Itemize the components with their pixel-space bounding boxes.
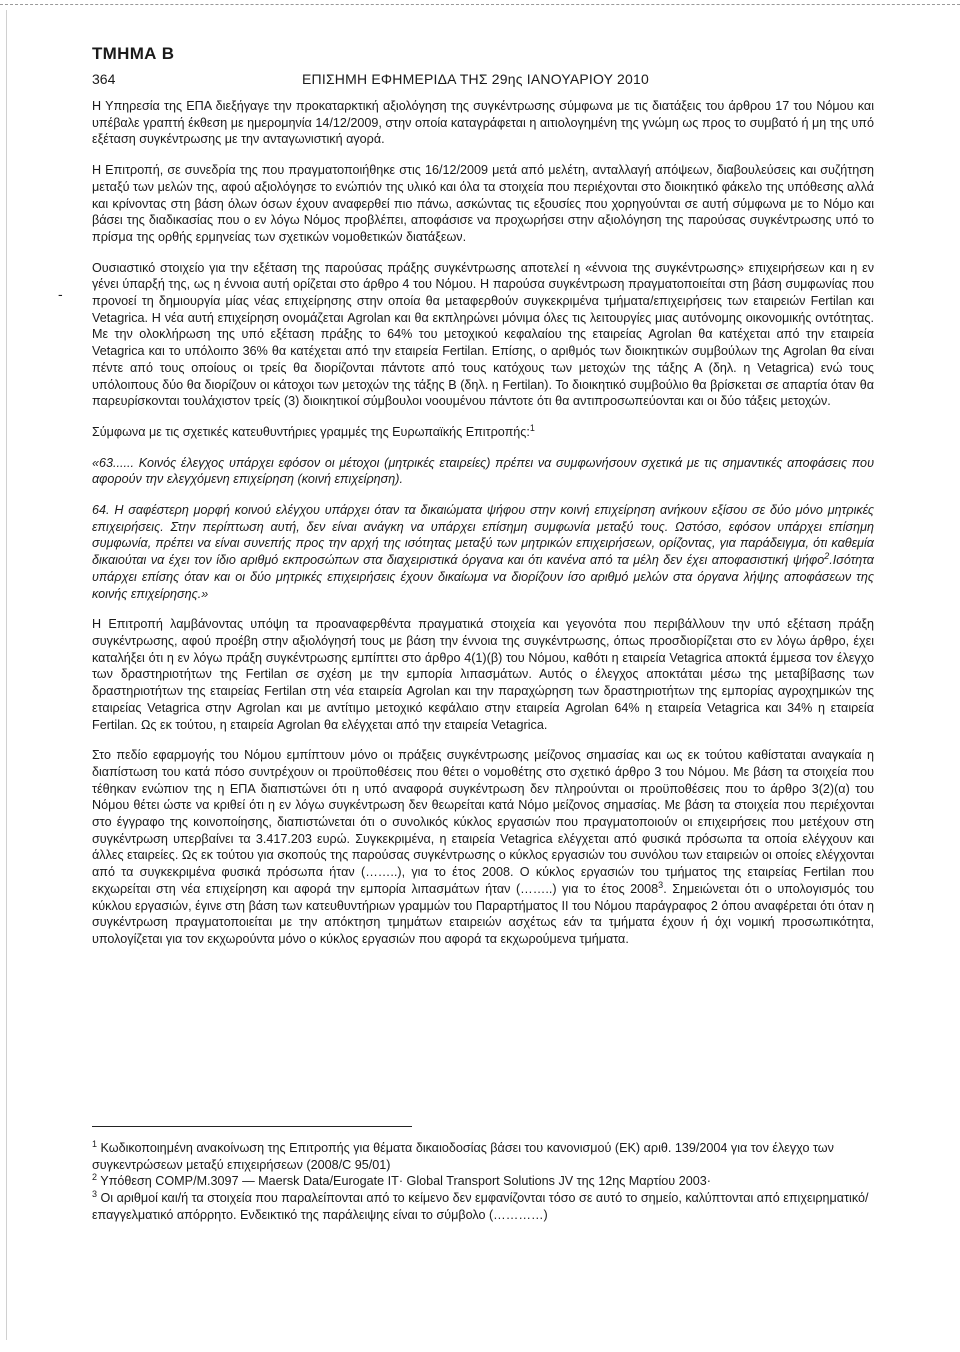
gazette-header: ΕΠΙΣΗΜΗ ΕΦΗΜΕΡΙΔΑ ΤΗΣ 29ης ΙΑΝΟΥΑΡΙΟΥ 2010: [302, 71, 649, 87]
paragraph-commission-session: Η Επιτροπή, σε συνεδρία της που πραγματοποιήθηκε στις 16/12/2009 μετά από μελέτη, ανταλλαγή απόψεων, διαβουλεύσεις και συζήτηση μεταξύ των μελών της, αφού αξιολόγησε το ενώπιόν της υλικό και όλα τα στοιχεία που περιέχονται στο διοικητικό φάκελο της υπόθεσης αλλά και κρίνοντας στη βάση όλων όσων έχουν αναφερθεί πιο πάνω, ασκώντας τις εξουσίες που χορηγούνται σε αυτή σύμφωνα με το Νόμο και βάσει της διαδικασίας που ο εν λόγω Νόμος προβλέπει, αποφάσισε να προχωρήσει στην αξιολόγηση της παρούσας συγκέντρωσης υπό το πρίσμα της ορθής ερμηνείας των σχετικών νομοθετικών διατάξεων.: [92, 163, 874, 244]
paragraph-guidelines-intro: Σύμφωνα με τις σχετικές κατευθυντήριες γραμμές της Ευρωπαϊκής Επιτροπής:$^1$: [92, 422, 535, 439]
paragraph-preliminary-assessment: Η Υπηρεσία της ΕΠΑ διεξήγαγε την προκαταρκτική αξιολόγηση της συγκέντρωσης σύμφωνα με τις διατάξεις του άρθρου 17 του Νόμου και υπέβαλε γραπτή έκθεση με ημερομηνία 14/12/2009, στην οποία καταγράφεται η αιτιολογημένη της γνώμη ως προς το συμβατό ή μη της υπό εξέταση συγκέντρωσης με την ανταγωνιστική αγορά.: [92, 99, 874, 147]
quote-paragraph-63: «63...... Κοινός έλεγχος υπάρχει εφόσον οι μέτοχοι (μητρικές εταιρείες) πρέπει να συμφωνήσουν σχετικά με τις σημαντικές αποφάσεις που αφορούν την ελεγχόμενη επιχείρηση (κοινή επιχείρηση).: [92, 455, 874, 487]
footnote-ref-1: 1: [529, 422, 535, 433]
section-title: ΤΜΗΜΑ Β: [92, 44, 175, 63]
body-text: [92, 98, 874, 948]
footnote-3: $^3$ Οι αριθμοί και/ή τα στοιχεία που παραλείπονται από το κείμενο δεν εμφανίζονται τόσο σε αυτό το σημείο, καλύπτονται από επιχειρηματικό/επαγγελματικό απόρρητο. Ενδεικτικό της παράλειψης είναι το σύμβολο (…………): [92, 1188, 869, 1222]
page-number: 364: [92, 71, 116, 87]
top-scan-border: [0, 4, 960, 5]
footnote-divider: [92, 1126, 412, 1127]
footnote-1: $^1$ Κωδικοποιημένη ανακοίνωση της Επιτροπής για θέματα δικαιοδοσίας βάσει του κανονισμού (ΕΚ) αριθ. 139/2004 για τον έλεγχο των συγκεντρώσεων μεταξύ επιχειρήσεων (2008/C 95/01): [92, 1138, 834, 1172]
footnote-ref-3: 3: [658, 879, 664, 890]
footnotes: [92, 1140, 874, 1224]
paragraph-turnover: Στο πεδίο εφαρμογής του Νόμου εμπίπτουν μόνο οι πράξεις συγκέντρωσης μείζονος σημασίας και ως εκ τούτου καθίσταται αναγκαία η διαπίστωση του κατά πόσο συντρέχουν οι προϋποθέσεις που θέτει ο νομοθέτης στο σχετικό άρθρο 3 του Νόμου. Με βάση τα στοιχεία που τέθηκαν ενώπιον της η ΕΠΑ διαπιστώνει ότι η υπό αναφορά συγκέντρωση δεν πληρούνται οι προϋποθέσεις που το άρθρο 3(2)(α) του Νόμου θέτει ώστε να κριθεί ότι η εν λόγω συγκέντρωση δεν θεωρείται κατά Νόμο μείζονος σημασίας. Με βάση τα στοιχεία που περιέχονται στο έγγραφο της κοινοποίησης, διαπιστώνεται ότι ο συνολικός κύκλος εργασιών που πραγματοποιούν οι επιχειρήσεις που μετέχουν στη συγκέντρωση υπερβαίνει τα 3.417.203 ευρώ. Συγκεκριμένα, η εταιρεία Vetagrica ελέγχεται από φυσικά πρόσωπα τα οποία ελέγχουν και άλλες εταιρείες. Ως εκ τούτου για σκοπούς της παρούσας συγκέντρωσης ο κύκλος εργασιών του συνόλου των εταιρειών οι οποίες ελέγχονται από τα συγκεκριμένα φυσικά πρόσωπα ήταν (……..), για το έτος 2008. Ο κύκλος εργασιών του τμήματος της εταιρείας Fertilan που εκχωρείται στη νέα επιχείρηση και αφορά την εμπορία λιπασμάτων ήταν (……..) για το έτος 2008$^3$. Σημειώνεται ότι ο υπολογισμός του κύκλου εργασιών, έγινε στη βάση των κατευθυντήριων γραμμών του Παραρτήματος ΙΙ του Νόμου παράγραφος 2 όπου αναφέρεται ότι όταν η συγκέντρωση πραγματοποιείται με την απόκτηση τμημάτων εταιρειών ασχέτως εάν τα τμήματα έχουν ή όχι νομική προσωπικότητα, υπολογίζεται για τον εκχωρούντα μόνο ο κύκλος εργασιών που αφορά τα εκχωρούμενα τμήματα.: [92, 748, 874, 946]
paragraph-commission-conclusion: Η Επιτροπή λαμβάνοντας υπόψη τα προαναφερθέντα πραγματικά στοιχεία και γεγονότα που περιβάλλουν την υπό εξέταση πράξη συγκέντρωσης, αφού προέβη στην αξιολόγησή τους με βάση την έννοια της συγκέντρωσης, όπως προσδιορίζεται στο εν λόγω άρθρο, έχει καταλήξει ότι η εν λόγω πράξη συγκέντρωσης εμπίπτει στο άρθρο 4(1)(β) του Νόμου, καθότι η εταιρεία Vetagrica αποκτά έμμεσα τον έλεγχο των δραστηριοτήτων της Fertilan σε σχέση με την εμπορία λιπασμάτων. Αυτός ο έλεγχος αποκτάται μέσω της μεταβίβασης των δραστηριοτήτων της εταιρείας Fertilan στη νέα εταιρεία Agrolan και την παραχώρηση των δραστηριοτήτων της εμπορίας αγροχημικών της εταιρείας Vetagrica στην Agrolan και με αντίτιμο μετοχικό κεφάλαιο στην εταιρεία Agrolan 64% η εταιρεία Vetagrica και 34% η εταιρεία Fertilan. Ως εκ τούτου, η εταιρεία Agrolan θα ελέγχεται από την εταιρεία Vetagrica.: [92, 617, 874, 732]
paragraph-concentration-concept: Ουσιαστικό στοιχείο για την εξέταση της παρούσας πράξης συγκέντρωσης αποτελεί η «έννοια της συγκέντρωσης» επιχειρήσεων και η εν γένει ύπαρξή της, ως η έννοια αυτή ορίζεται στο άρθρο 4 του Νόμου. Η παρούσα συγκέντρωση πραγματοποιείται στη βάση συμφωνίας που προνοεί τη δημιουργία μίας νέας επιχείρησης στην οποία θα μεταφερθούν συγκεκριμένα τμήματα/επιχειρήσεις των εταιρειών Fertilan και Vetagrica. Η νέα αυτή επιχείρηση ονομάζεται Agrolan και θα εκπληρώνει μόνιμα όλες τις λειτουργίες μιας αυτόνομης οικονομικής οντότητας. Με την ολοκλήρωση της υπό εξέταση πράξης το 64% του μετοχικού κεφαλαίου της εταιρείας Agrolan θα κατέχεται από την εταιρεία Vetagrica και το υπόλοιπο 36% θα κατέχεται από την εταιρεία Fertilan. Επίσης, ο αριθμός των διοικητικών συμβούλων της Agrolan θα είναι πέντε από τους οποίους οι τρείς θα διορίζονται πάντοτε από τους κατόχους των μετοχών της τάξης Α (δηλ. η Vetagrica) ενώ τους υπόλοιπους δύο θα διορίζουν οι κάτοχοι των μετοχών της τάξης Β (δηλ. η Fertilan). Το διοικητικό συμβούλιο θα βρίσκεται σε απαρτία όταν θα παρευρίσκονται τουλάχιστον τρείς (3) διοικητικοί σύμβουλοι νοουμένου πάντοτε ότι θα αντιπροσωπεύονται και οι δύο τάξεις μετοχών.: [92, 260, 874, 409]
margin-marker: -: [58, 286, 63, 302]
quote-paragraph-64: 64. Η σαφέστερη μορφή κοινού ελέγχου υπάρχει όταν τα δικαιώματα ψήφου στην κοινή επιχείρηση ανήκουν εξίσου σε δύο μόνο μητρικές επιχειρήσεις. Στην περίπτωση αυτή, δεν είναι ανάγκη να υπάρχει επίσημη συμφωνία μεταξύ τους. Ωστόσο, εφόσον υπάρχει επίσημη συμφωνία, πρέπει να είναι συνεπής προς την αρχή της ισότητας μεταξύ των μητρικών επιχειρήσεων, ορίζοντας, για παράδειγμα, ότι καθεμία δικαιούται να έχει τον ίδιο αριθμό εκπροσώπων στα διαχειριστικά όργανα και ότι κανένα από τα μέλη δεν έχει αποφασιστική ψήφο$^2$.Ισότητα υπάρχει επίσης όταν και οι δύο μητρικές επιχειρήσεις έχουν δικαίωμα να διορίζουν ίσο αριθμό μελών στα όργανα λήψης αποφάσεων της κοινής επιχείρησης.»: [92, 503, 874, 601]
footnote-2: $^2$ Υπόθεση COMP/M.3097 — Maersk Data/Eurogate IT· Global Transport Solutions JV της 12ης Μαρτίου 2003·: [92, 1172, 711, 1189]
left-scan-border: [6, 10, 7, 1340]
footnote-ref-2: 2: [824, 550, 830, 561]
